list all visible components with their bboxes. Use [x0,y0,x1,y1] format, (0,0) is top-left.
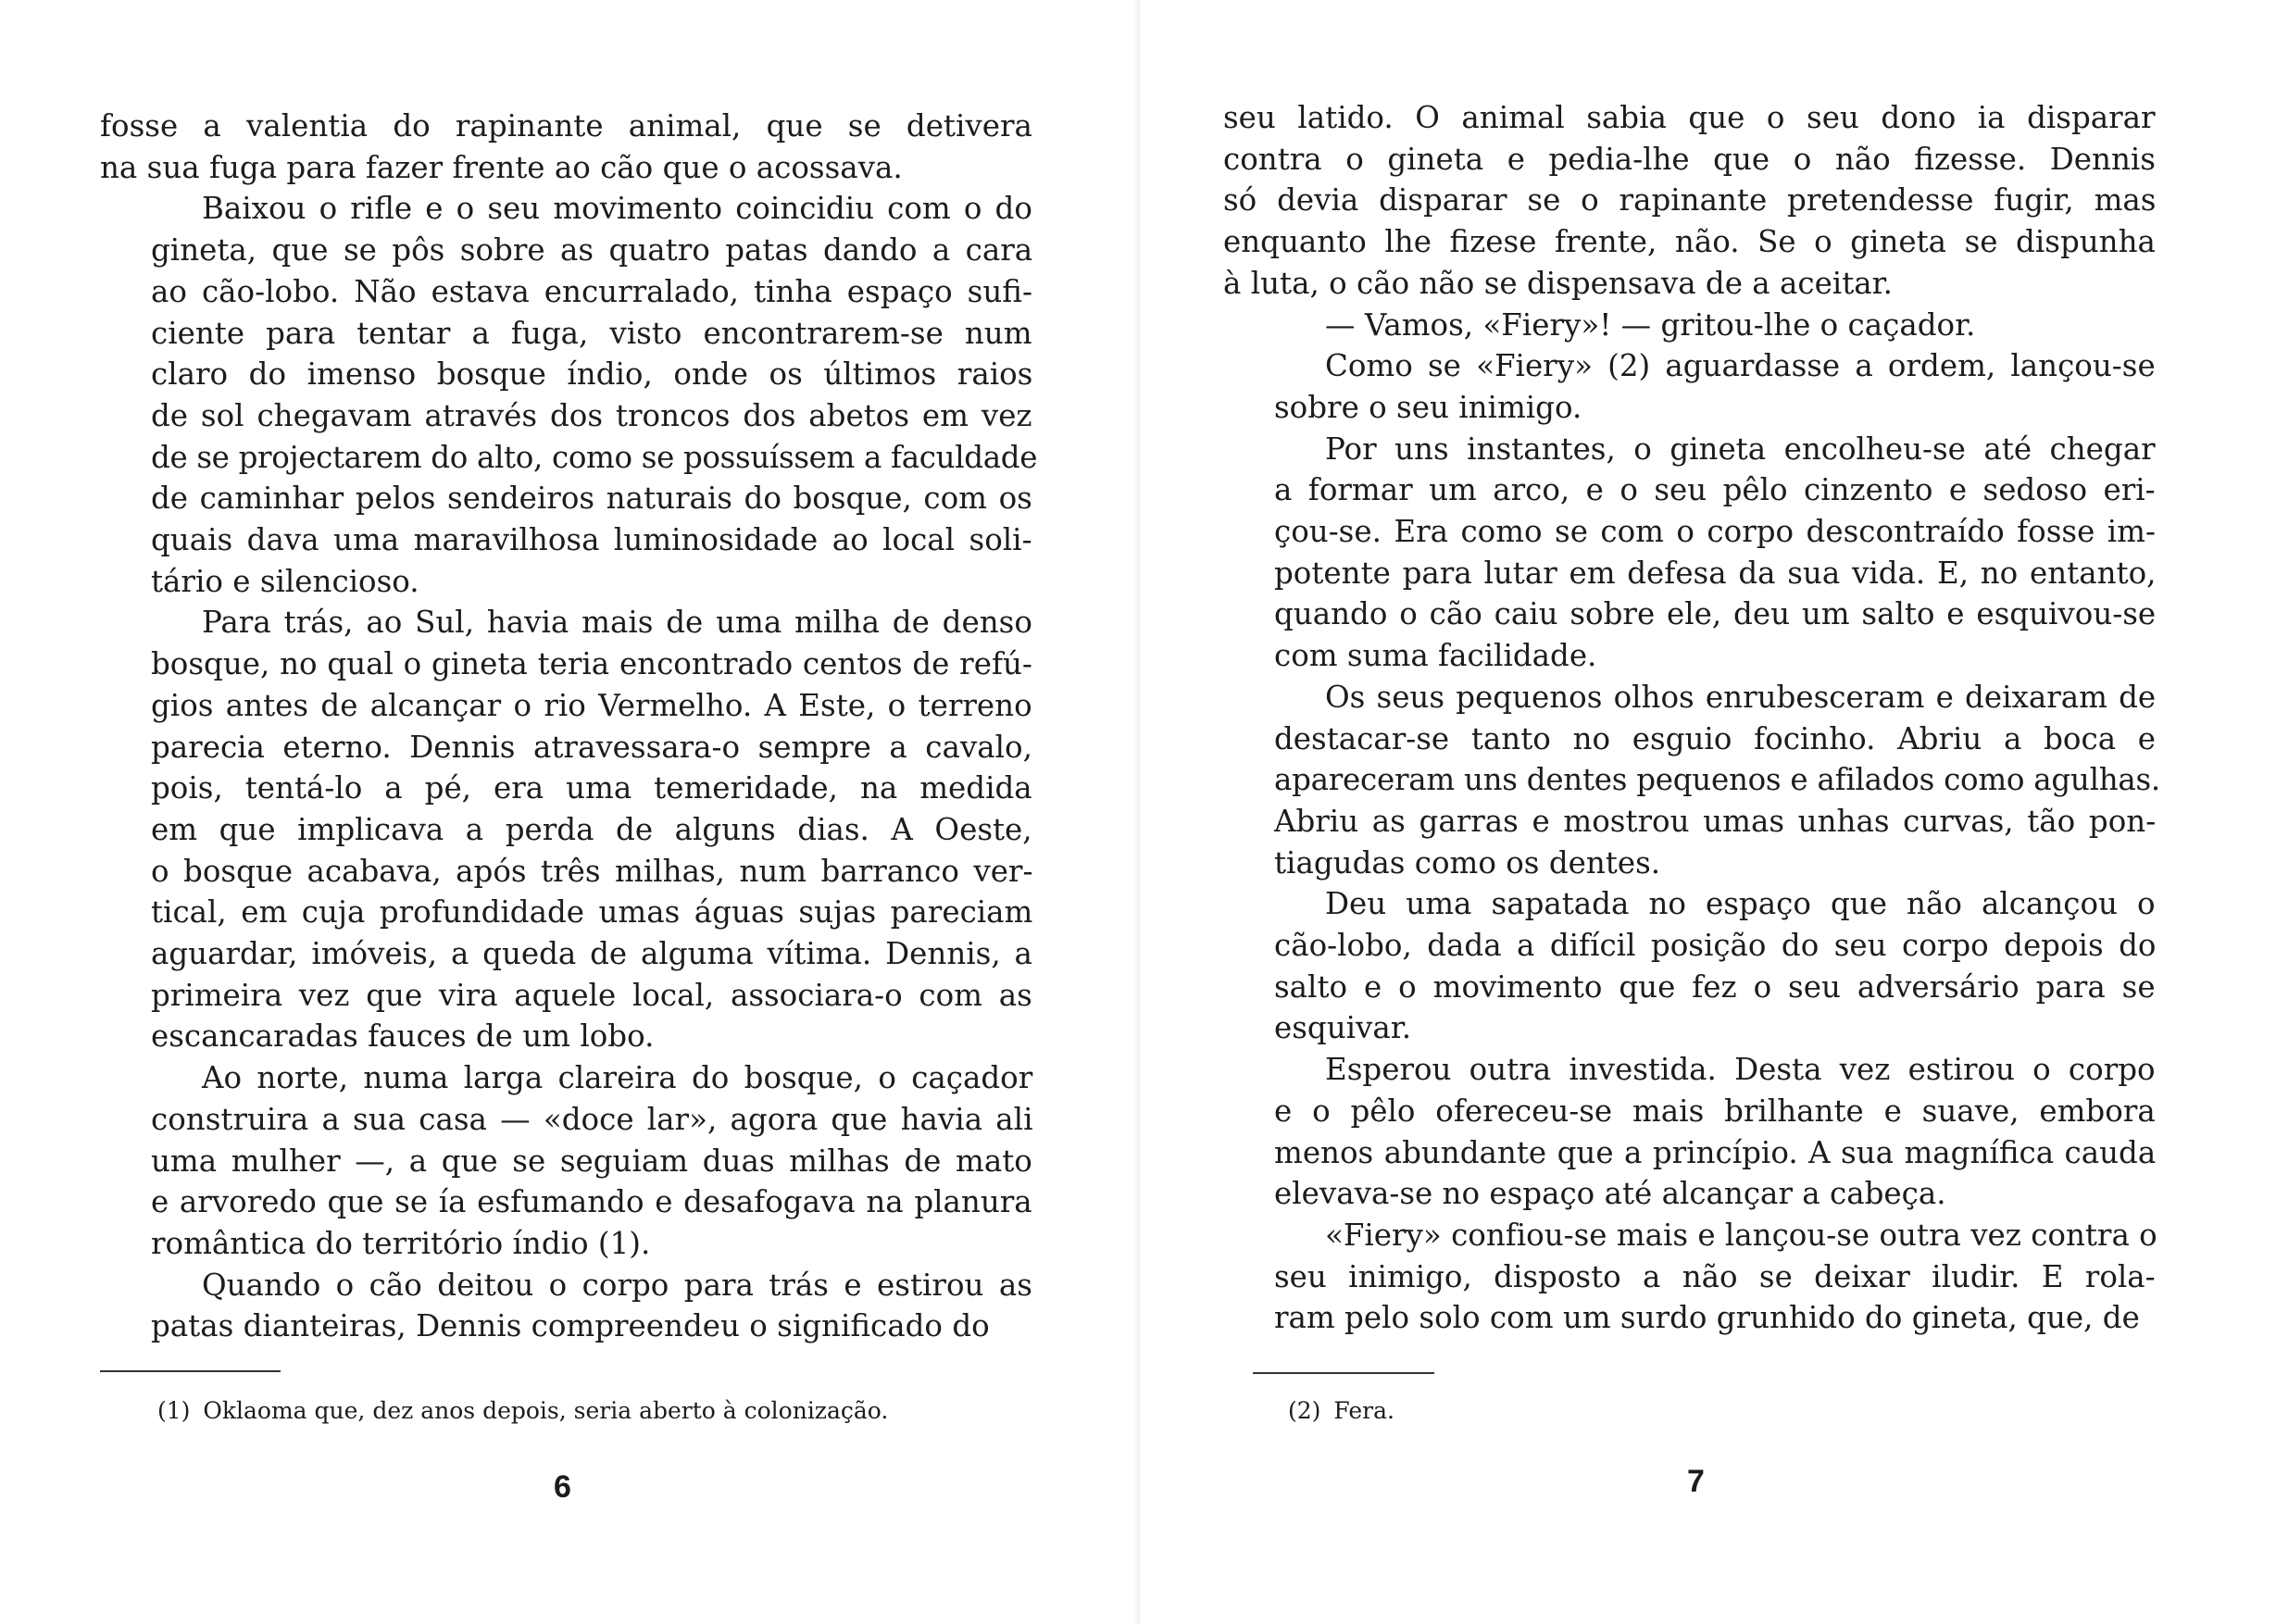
text-line: romântica do território índio (1). [151,1225,651,1261]
text-line: Baixou o rifle e o seu movimento coincidiu com o do [202,191,1032,227]
text-line: quando o cão caiu sobre ele, deu um salto e esquivou-se [1274,596,2157,632]
paragraph [1223,1049,2156,1215]
text-line: tário e silencioso. [151,563,419,599]
paragraph [100,106,1032,188]
paragraph [1223,429,2156,677]
text-line: escancaradas fauces de um lobo. [151,1018,655,1055]
text-line: cão-lobo, dada a difícil posição do seu corpo depois do [1274,928,2157,964]
text-line: o bosque acabava, após três milhas, num barranco ver- [151,853,1033,889]
text-line: esquivar. [1274,1010,1412,1046]
text-line: claro do imenso bosque índio, onde os últimos raios [151,356,1033,393]
text-line: fosse a valentia do rapinante animal, que se detivera [100,108,1032,144]
page-number: 7 [1687,1464,1705,1499]
text-line: Como se «Fiery» (2) aguardasse a ordem, lançou-se [1325,348,2156,384]
footnote [157,1396,888,1426]
text-line: menos abundante que a princípio. A sua magnífica cauda [1274,1134,2157,1170]
text-line: quais dava uma maravilhosa luminosidade ao local soli- [151,522,1032,558]
paragraph [1223,1215,2156,1339]
left-page-body [100,106,1038,1347]
footnote-mark: (2) [1288,1397,1321,1424]
right-page [1138,0,2276,1624]
text-line: patas dianteiras, Dennis compreendeu o significado do [151,1308,990,1344]
text-line: ao cão-lobo. Não estava encurralado, tinha espaço sufi- [151,273,1032,309]
text-line: Ao norte, numa larga clareira do bosque, o caçador [202,1060,1033,1096]
text-line: e arvoredo que se ía esfumando e desafogava na planura [151,1184,1032,1220]
text-line: Os seus pequenos olhos enrubesceram e deixaram de [1325,679,2157,715]
text-line: contra o gineta e pedia-lhe que o não fizesse. Dennis [1223,141,2156,177]
text-line: de sol chegavam através dos troncos dos abetos em vez [151,397,1032,433]
text-line: salto e o movimento que fez o seu adversário para se [1274,968,2156,1005]
footnote [1288,1396,1394,1426]
text-line: a formar um arco, e o seu pêlo cinzento e sedoso eri- [1274,472,2156,508]
text-line: Abriu as garras e mostrou umas unhas curvas, tão pon- [1274,803,2157,839]
text-line: com suma facilidade. [1274,638,1597,674]
text-line: Para trás, ao Sul, havia mais de uma milha de denso [202,605,1032,641]
paragraph [100,188,1038,602]
text-line: çou-se. Era como se com o corpo descontraído fosse im- [1274,514,2156,550]
text-line: Quando o cão deitou o corpo para trás e estirou as [202,1267,1032,1303]
footnote-rule [1253,1372,1434,1374]
text-line: uma mulher —, a que se seguiam duas milhas de mato [151,1143,1032,1179]
text-line: Deu uma sapatada no espaço que não alcançou o [1325,886,2156,922]
text-line: Por uns instantes, o gineta encolheu-se até chegar [1325,431,2156,467]
paragraph [100,1265,1032,1347]
text-line: na sua fuga para fazer frente ao cão que o acossava. [100,149,903,185]
paragraph [1223,305,2156,346]
page-number: 6 [554,1469,571,1505]
text-line: seu inimigo, disposto a não se deixar iludir. E rola- [1274,1258,2156,1294]
paragraph [100,1057,1032,1265]
paragraph [1223,345,2156,428]
text-line: apareceram uns dentes pequenos e afilados como agulhas. [1274,762,2161,798]
text-line: — Vamos, «Fiery»! — gritou-lhe o caçador. [1325,306,1976,343]
text-line: ciente para tentar a fuga, visto encontrarem-se num [151,315,1032,351]
text-line: ram pelo solo com um surdo grunhido do gineta, que, de [1274,1300,2140,1336]
paragraph [1223,883,2156,1049]
paragraph [1223,677,2161,884]
footnote-mark: (1) [157,1397,191,1424]
paragraph [100,602,1032,1057]
text-line: «Fiery» confiou-se mais e lançou-se outra vez contra o [1325,1217,2157,1253]
text-line: potente para lutar em defesa da sua vida. E, no entanto, [1274,555,2157,591]
text-line: seu latido. O animal sabia que o seu dono ia disparar [1223,100,2156,135]
text-line: em que implicava a perda de alguns dias. A Oeste, [151,811,1032,847]
paragraph [1223,97,2156,305]
text-line: e o pêlo ofereceu-se mais brilhante e suave, embora [1274,1093,2156,1129]
footnote-text: Oklaoma que, dez anos depois, seria aberto à colonização. [203,1397,889,1424]
text-line: elevava-se no espaço até alcançar a cabeça. [1274,1176,1946,1212]
footnote-rule [100,1370,281,1372]
text-line: construira a sua casa — «doce lar», agora que havia ali [151,1101,1033,1137]
text-line: gios antes de alcançar o rio Vermelho. A Este, o terreno [151,687,1032,723]
right-page-body [1223,97,2161,1339]
text-line: tical, em cuja profundidade umas águas sujas pareciam [151,894,1033,931]
text-line: de se projectarem do alto, como se possuíssem a faculdade [151,439,1038,475]
text-line: tiagudas como os dentes. [1274,844,1661,881]
text-line: destacar-se tanto no esguio focinho. Abriu a boca e [1274,720,2157,756]
text-line: gineta, que se pôs sobre as quatro patas dando a cara [151,232,1033,269]
text-line: à luta, o cão não se dispensava de a aceitar. [1223,265,1893,301]
text-line: bosque, no qual o gineta teria encontrado centos de refú- [151,646,1032,682]
text-line: parecia eterno. Dennis atravessara-o sempre a cavalo, [151,729,1032,765]
footnote-text: Fera. [1333,1397,1394,1424]
text-line: aguardar, imóveis, a queda de alguma vítima. Dennis, a [151,936,1032,972]
text-line: sobre o seu inimigo. [1274,389,1582,425]
text-line: de caminhar pelos sendeiros naturais do bosque, com os [151,481,1032,517]
text-line: Esperou outra investida. Desta vez estirou o corpo [1325,1052,2156,1088]
text-line: enquanto lhe fizese frente, não. Se o gineta se dispunha [1223,224,2156,260]
text-line: só devia disparar se o rapinante pretendesse fugir, mas [1223,182,2157,219]
text-line: primeira vez que vira aquele local, associara-o com as [151,977,1032,1013]
text-line: pois, tentá-lo a pé, era uma temeridade, na medida [151,770,1032,806]
